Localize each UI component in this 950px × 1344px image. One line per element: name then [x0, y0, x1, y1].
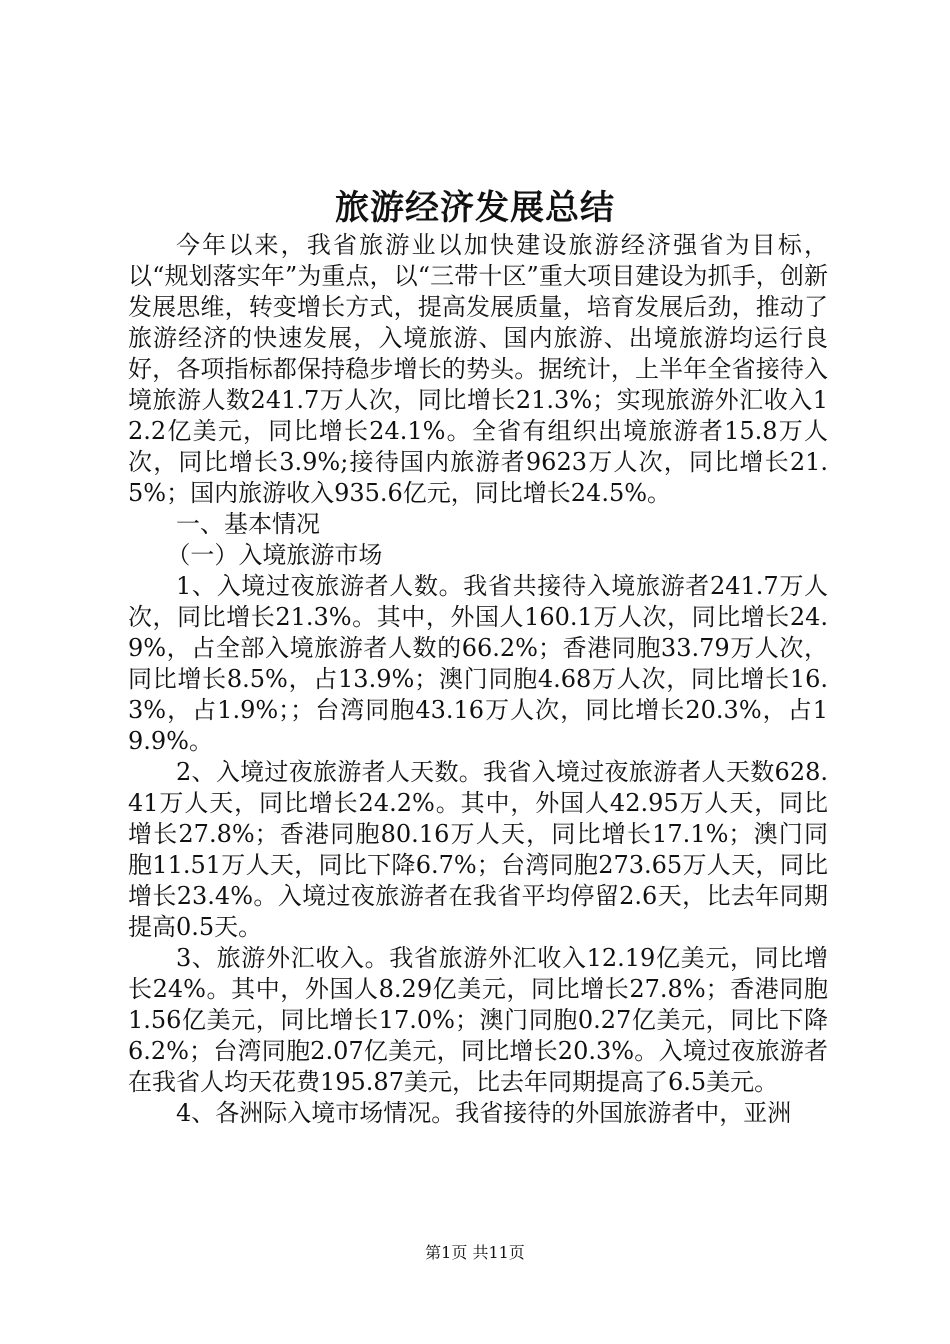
section-heading-basic: 一、基本情况	[176, 510, 320, 538]
document-title: 旅游经济发展总结	[335, 188, 615, 228]
intro-paragraph: 今年以来，我省旅游业以加快建设旅游经济强省为目标，以“规划落实年”为重点，以“三带十区”重大项目建设为抓手，创新发展思维，转变增长方式，提高发展质量，培育发展后劲，推动了旅游经济的快速发展，入境旅游、国内旅游、出境旅游均运行良好，各项指标都保持稳步增长的势头。据统计，上半年全省接待入境旅游人数241.7万人次，同比增长21.3%；实现旅游外汇收入12.2亿美元，同比增长24.1%。全省有组织出境旅游者15.8万人次，同比增长3.9%;接待国内旅游者9623万人次，同比增长21.5%；国内旅游收入935.6亿元，同比增长24.5%。	[128, 231, 828, 507]
document-body	[128, 230, 828, 1129]
paragraph-visitor-days: 2、入境过夜旅游者人天数。我省入境过夜旅游者人天数628.41万人天，同比增长24.2%。其中，外国人42.95万人天，同比增长27.8%；香港同胞80.16万人天，同比增长17.1%；澳门同胞11.51万人天，同比下降6.7%；台湾同胞273.65万人天，同比增长23.4%。入境过夜旅游者在我省平均停留2.6天，比去年同期提高0.5天。	[128, 758, 828, 941]
subsection-heading-inbound: （一）入境旅游市场	[166, 541, 383, 569]
paragraph-continental-markets: 4、各洲际入境市场情况。我省接待的外国旅游者中，亚洲	[176, 1099, 792, 1127]
page-footer: 第1页 共11页	[425, 1243, 525, 1262]
paragraph-inbound-visitors: 1、入境过夜旅游者人数。我省共接待入境旅游者241.7万人次，同比增长21.3%。其中，外国人160.1万人次，同比增长24.9%，占全部入境旅游者人数的66.2%；香港同胞33.79万人次，同比增长8.5%，占13.9%；澳门同胞4.68万人次，同比增长16.3%，占1.9%；；台湾同胞43.16万人次，同比增长20.3%，占19.9%。	[128, 572, 828, 755]
paragraph-forex-income: 3、旅游外汇收入。我省旅游外汇收入12.19亿美元，同比增长24%。其中，外国人8.29亿美元，同比增长27.8%；香港同胞1.56亿美元，同比增长17.0%；澳门同胞0.27亿美元，同比下降6.2%；台湾同胞2.07亿美元，同比增长20.3%。入境过夜旅游者在我省人均天花费195.87美元，比去年同期提高了6.5美元。	[128, 944, 828, 1096]
